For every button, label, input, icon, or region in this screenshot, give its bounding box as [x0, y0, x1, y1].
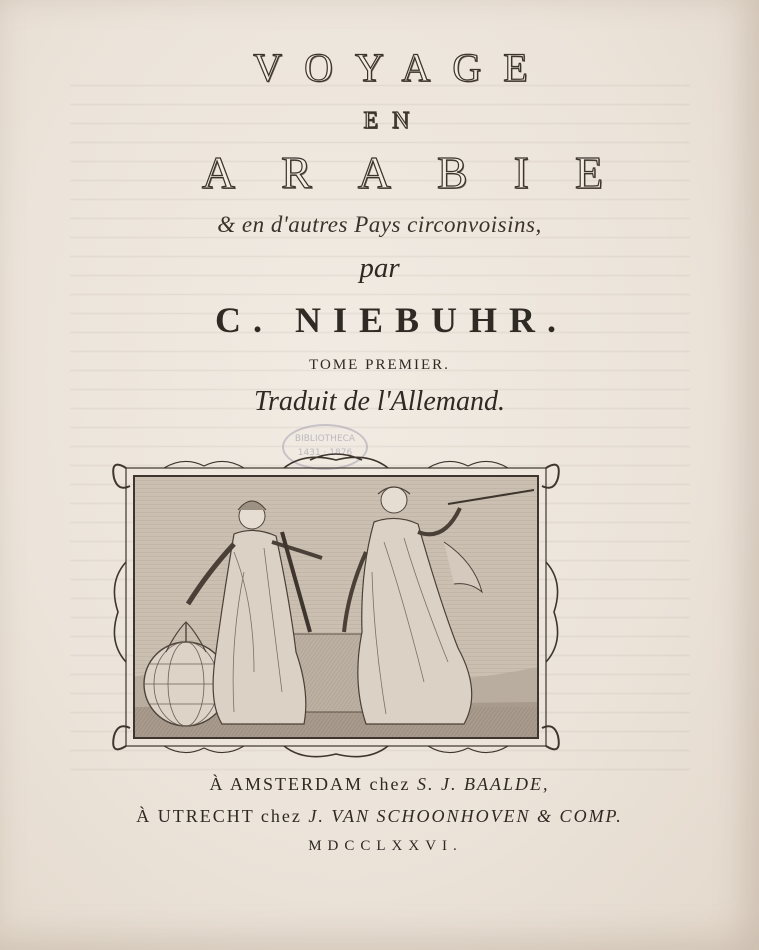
imprint-amsterdam [0, 774, 759, 795]
imprint-utrecht [0, 806, 759, 827]
engraved-vignette [104, 452, 568, 758]
volume-label: TOME PREMIER. [309, 357, 450, 373]
translation-note: Traduit de l'Allemand. [254, 386, 505, 417]
title-voyage: VOYAGE [253, 45, 550, 90]
stamp-line-2: 1431 · 1876 [297, 448, 353, 458]
imprint-year: MDCCLXXVI. [308, 838, 463, 854]
title-en: EN [363, 108, 424, 134]
title-arabie: ARABIE [201, 147, 650, 198]
imprint-amsterdam-publisher: S. J. BAALDE, [417, 774, 550, 794]
stamp-line-1: BIBLIOTHECA [294, 434, 356, 444]
imprint-utrecht-publisher: J. VAN SCHOONHOVEN & COMP. [308, 806, 623, 826]
imprint-amsterdam-prefix: À AMSTERDAM chez [209, 774, 411, 794]
subtitle: & en d'autres Pays circonvoisins, [217, 212, 542, 237]
author-name: C. NIEBUHR. [214, 300, 569, 340]
imprint-utrecht-prefix: À UTRECHT chez [136, 806, 302, 826]
by-line: par [359, 252, 400, 284]
